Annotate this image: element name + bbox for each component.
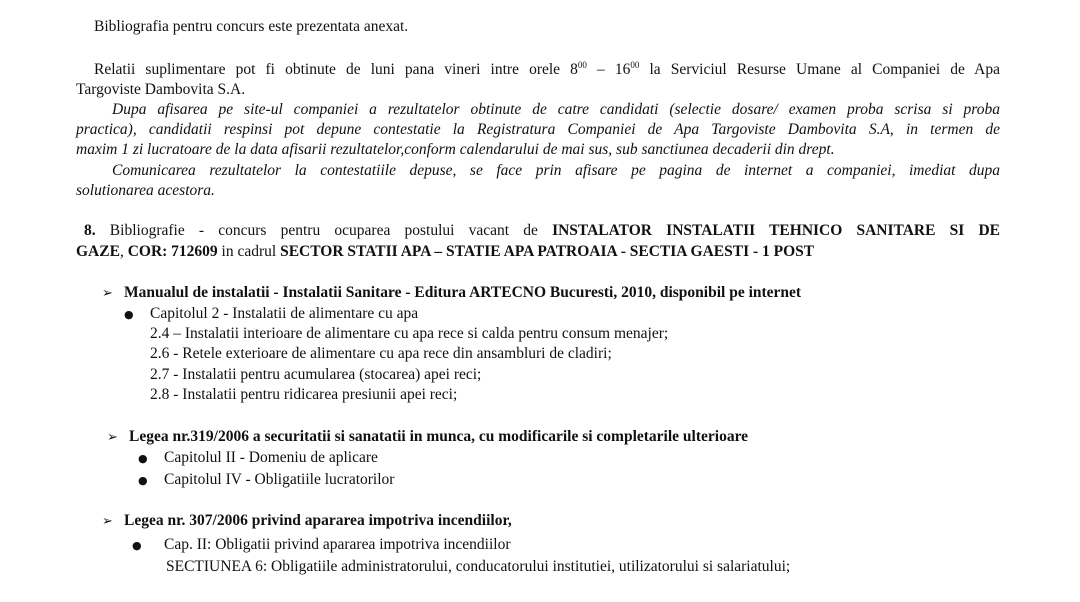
- manual-subitem: 2.6 - Retele exterioare de alimentare cu apa rece din ansambluri de cladiri;: [150, 345, 612, 362]
- paragraph-contestation-line2: practica), candidatii respinsi pot depune contestatie la Registratura Companiei de Apa Targoviste Dambovita S.A, in termen de: [76, 121, 1000, 138]
- paragraph-bibliography-note: Bibliografia pentru concurs este prezentata anexat.: [94, 18, 409, 35]
- section-8-heading-line1: 8. Bibliografie - concurs pentru ocuparea postului vacant de INSTALATOR INSTALATII TEHNICO SANITARE SI DE: [84, 222, 1000, 239]
- manual-subitem: 2.8 - Instalatii pentru ridicarea presiunii apei reci;: [150, 386, 458, 403]
- paragraph-contact-info-line2: Targoviste Dambovita S.A.: [76, 81, 246, 98]
- law-319-title: Legea nr.319/2006 a securitatii si sanatatii in munca, cu modificarile si completarile ulterioare: [129, 428, 749, 445]
- bullet-icon: ●: [138, 452, 148, 465]
- section-8-heading-line2: GAZE, COR: 712609 in cadrul SECTOR STATII APA – STATIE APA PATROAIA - SECTIA GAESTI - 1 POST: [76, 243, 815, 260]
- bibliography-item-law-319: [107, 427, 748, 448]
- bibliography-item-manual: [102, 283, 801, 304]
- law-319-chapter: ● Capitolul II - Domeniu de aplicare: [138, 448, 378, 469]
- manual-chapter: ● Capitolul 2 - Instalatii de alimentare cu apa: [124, 304, 418, 325]
- manual-subitem: 2.7 - Instalatii pentru acumularea (stocarea) apei reci;: [150, 366, 482, 383]
- section-number: 8.: [84, 222, 96, 239]
- law-307-section: SECTIUNEA 6: Obligatiile administratorului, conducatorului institutiei, utilizatorului si salariatului;: [166, 558, 791, 575]
- paragraph-results-line2: solutionarea acestora.: [76, 182, 215, 199]
- arrow-bullet-icon: ➢: [107, 430, 118, 445]
- law-307-title: Legea nr. 307/2006 privind apararea impotriva incendiilor,: [124, 512, 512, 529]
- law-307-chapter: ● Cap. II: Obligatii privind apararea impotriva incendiilor: [132, 535, 511, 556]
- arrow-bullet-icon: ➢: [102, 286, 113, 301]
- paragraph-contestation-line1: Dupa afisarea pe site-ul companiei a rezultatelor obtinute de catre candidati (selectie dosare/ examen proba scrisa si proba: [112, 101, 1000, 118]
- bullet-icon: ●: [138, 474, 148, 487]
- arrow-bullet-icon: ➢: [102, 514, 113, 529]
- bibliography-item-law-307: [102, 511, 512, 532]
- paragraph-contact-info: Relatii suplimentare pot fi obtinute de luni pana vineri intre orele $8^{00} - 16^{00}$ la Serviciul Resurse Umane al Companiei de Apa: [94, 60, 1000, 78]
- bullet-icon: ●: [124, 308, 134, 321]
- paragraph-results-line1: Comunicarea rezultatelor la contestatiile depuse, se face prin afisare pe pagina de internet a companiei, imediat dupa: [112, 162, 1000, 179]
- law-319-chapter: ● Capitolul IV - Obligatiile lucratorilor: [138, 470, 394, 491]
- manual-title: Manualul de instalatii - Instalatii Sanitare - Editura ARTECNO Bucuresti, 2010, disponibil pe internet: [124, 284, 802, 301]
- bullet-icon: ●: [132, 539, 142, 552]
- manual-subitem: 2.4 – Instalatii interioare de alimentare cu apa rece si calda pentru consum menajer;: [150, 325, 669, 342]
- paragraph-contestation-line3: maxim 1 zi lucratoare de la data afisarii rezultatelor,conform calendarului de mai sus, sub sanctiunea decaderii din drept.: [76, 141, 835, 158]
